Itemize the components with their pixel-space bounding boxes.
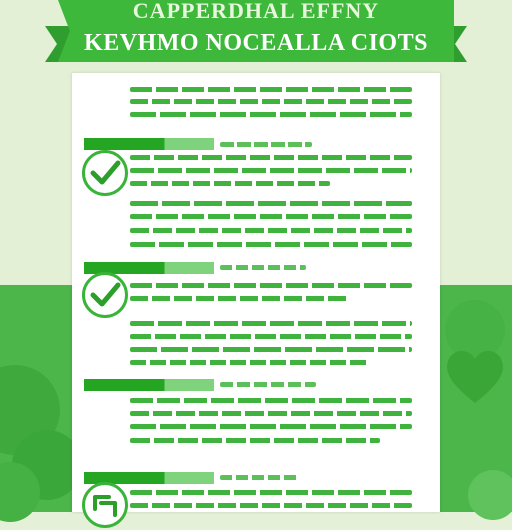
text-line [130, 398, 412, 403]
text-line [130, 360, 370, 365]
text-line [130, 438, 380, 443]
text-line [130, 155, 412, 160]
text-line [220, 382, 316, 387]
text-line [130, 87, 412, 92]
text-line [130, 99, 412, 104]
text-line [130, 296, 350, 301]
section-2-badge [82, 272, 128, 318]
text-line [130, 181, 330, 186]
section-header-bar [84, 379, 214, 391]
text-line [130, 424, 412, 429]
text-line [130, 242, 412, 247]
text-line [220, 265, 306, 270]
text-line [130, 490, 412, 495]
text-line [130, 201, 412, 206]
heart-icon [442, 345, 508, 407]
text-line [130, 112, 412, 117]
checkmark-icon [85, 275, 125, 315]
text-line [130, 168, 412, 173]
text-line [130, 411, 412, 416]
section-header-bar [84, 138, 214, 150]
text-line [130, 347, 412, 352]
text-line [130, 321, 412, 326]
text-line [220, 142, 312, 147]
text-line [130, 228, 412, 233]
decorative-circle [468, 470, 512, 520]
page-title: CAPPERDHAL EFFNY [132, 0, 380, 23]
text-line [130, 334, 412, 339]
page-subtitle: KEVHMO NOCEALLA CIOTS [84, 30, 428, 56]
section-1-badge [82, 150, 128, 196]
text-line [130, 214, 412, 219]
text-line [220, 475, 300, 480]
checkmark-icon [85, 153, 125, 193]
section-4-badge [82, 482, 128, 528]
document-icon [85, 485, 125, 525]
text-line [130, 283, 412, 288]
text-line [130, 503, 412, 508]
